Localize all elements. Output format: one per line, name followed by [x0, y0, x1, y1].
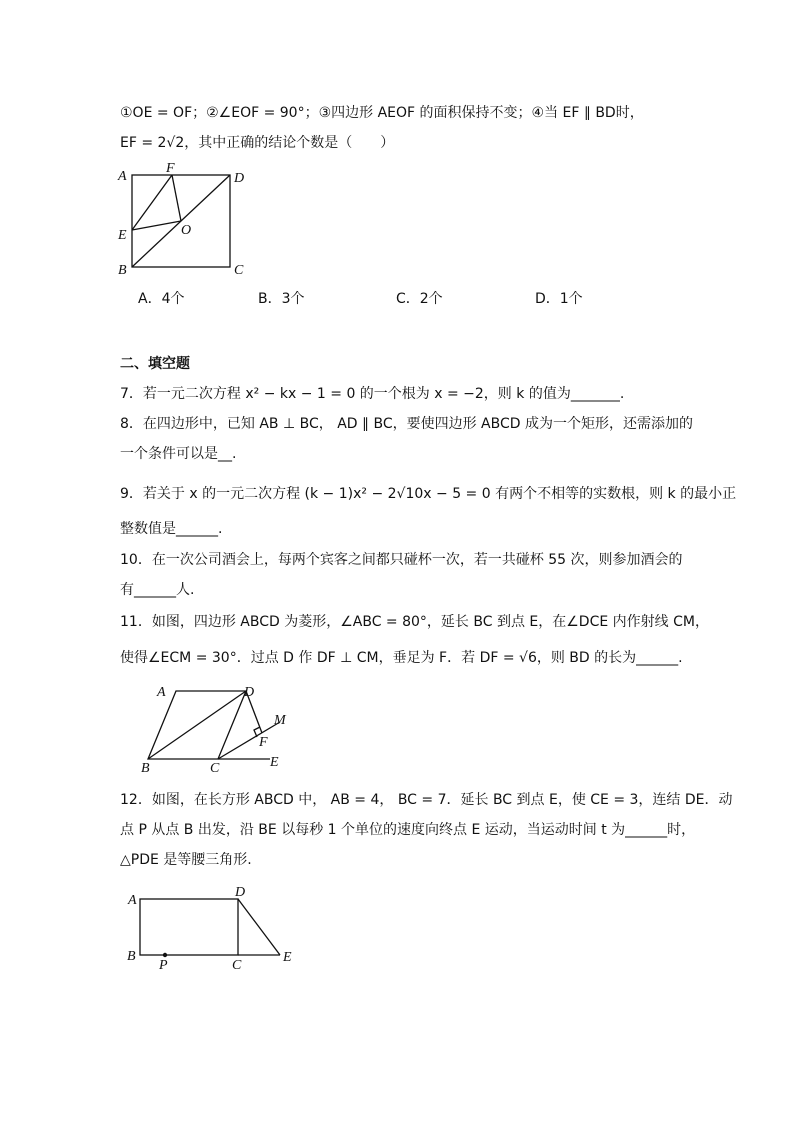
option-b[interactable]: B．3个 [258, 291, 305, 307]
option-d[interactable]: D．1个 [535, 291, 583, 307]
q6-line-1: ①OE = OF；②∠EOF = 90°；③四边形 AEOF 的面积保持不变；④当 EF ∥ BD时， [120, 105, 644, 121]
label-b: B [127, 949, 136, 964]
label-o: O [181, 223, 192, 238]
label-d: D [244, 685, 255, 700]
q8-line-2: 一个条件可以是__. [120, 446, 237, 462]
q7-line: 7．若一元二次方程 x² − kx − 1 = 0 的一个根为 x = −2，则 k 的值为_______. [120, 386, 625, 402]
q10-line-2: 有______人. [120, 582, 195, 598]
q9-line-1: 9．若关于 x 的一元二次方程 (k − 1)x² − 2√10x − 5 = 0 有两个不相等的实数根，则 k 的最小正 [120, 486, 737, 502]
q12-line-2: 点 P 从点 B 出发，沿 BE 以每秒 1 个单位的速度向终点 E 运动，当运动时间 t 为______时， [120, 822, 696, 838]
segment-de [238, 899, 280, 955]
q11-line-2: 使得∠ECM = 30°．过点 D 作 DF ⊥ CM，垂足为 F．若 DF = √6，则 BD 的长为______. [120, 650, 683, 666]
rectangle-abcd [140, 899, 238, 955]
segment-fo [172, 175, 181, 221]
point-p [163, 953, 167, 957]
q12-line-3: △PDE 是等腰三角形. [120, 852, 252, 868]
label-f: F [259, 735, 268, 750]
label-e: E [118, 228, 127, 243]
option-c[interactable]: C．2个 [396, 291, 443, 307]
label-e: E [270, 755, 279, 770]
segment-ef [132, 175, 172, 230]
q8-line-1: 8．在四边形中，已知 AB ⊥ BC， AD ∥ BC，要使四边形 ABCD 成为一个矩形，还需添加的 [120, 416, 694, 432]
ray-cm [218, 722, 280, 759]
section-title: 二、填空题 [120, 356, 190, 372]
label-p: P [159, 958, 168, 973]
label-a: A [118, 169, 127, 184]
label-c: C [210, 761, 220, 776]
q6-figure-square [115, 161, 245, 278]
label-e: E [283, 950, 292, 965]
label-f: F [166, 161, 175, 176]
label-m: M [274, 713, 286, 728]
label-d: D [235, 885, 246, 900]
q12-line-1: 12．如图，在长方形 ABCD 中， AB = 4， BC = 7．延长 BC 到点 E，使 CE = 3，连结 DE．动 [120, 792, 733, 808]
label-a: A [157, 685, 166, 700]
q6-line-2: EF = 2√2，其中正确的结论个数是（ ） [120, 135, 395, 151]
label-b: B [118, 263, 127, 278]
q11-figure-rhombus [140, 682, 300, 776]
option-a[interactable]: A．4个 [138, 291, 185, 307]
label-c: C [232, 958, 242, 973]
label-b: B [141, 761, 150, 776]
label-c: C [234, 263, 244, 278]
label-d: D [234, 171, 245, 186]
q11-line-1: 11．如图，四边形 ABCD 为菱形，∠ABC = 80°，延长 BC 到点 E，在∠DCE 内作射线 CM， [120, 614, 709, 630]
q12-figure-rectangle [125, 885, 305, 973]
q10-line-1: 10．在一次公司酒会上，每两个宾客之间都只碰杯一次，若一共碰杯 55 次，则参加酒会的 [120, 552, 683, 568]
label-a: A [128, 893, 137, 908]
q9-line-2: 整数值是______. [120, 521, 223, 537]
